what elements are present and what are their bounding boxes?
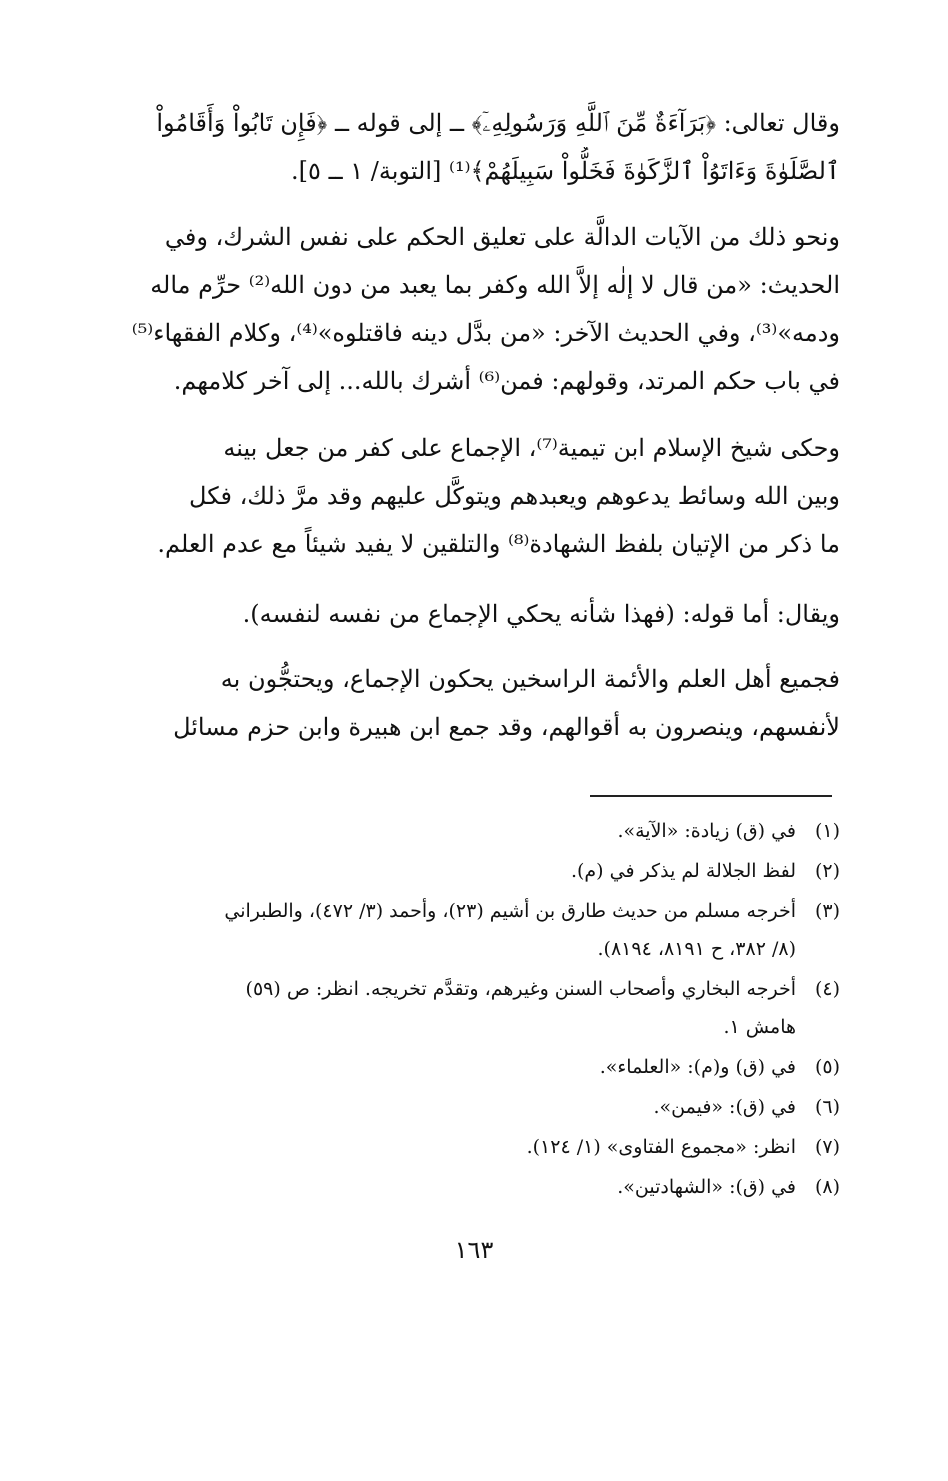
footnote-5: [112, 1048, 840, 1086]
text-line: الحديث: «من قال لا إلٰه إلاَّ الله وكفر بما يعبد من دون الله⁽²⁾ حرِّم ماله: [150, 271, 840, 299]
paragraph-3: [112, 424, 840, 568]
text-line: ما ذكر من الإتيان بلفظ الشهادة⁽⁸⁾ والتلقين لا يفيد شيئاً مع عدم العلم.: [157, 530, 840, 558]
footnote-number: (١): [814, 820, 840, 842]
text-line: في باب حكم المرتد، وقولهم: فمن⁽⁶⁾ أشرك بالله... إلى آخر كلامهم.: [173, 367, 840, 395]
page-number: ١٦٣: [454, 1236, 494, 1264]
text-line: ونحو ذلك من الآيات الدالَّة على تعليق الحكم على نفس الشرك، وفي: [164, 223, 840, 251]
footnote-number: (٥): [814, 1056, 840, 1078]
footnote-text: (٨/ ٣٨٢، ح ٨١٩١، ٨١٩٤).: [597, 938, 796, 960]
text-line: ٱلصَّلَوٰةَ وَءَاتَوُاْ ٱلزَّكَوٰةَ فَخَلُّواْ سَبِيلَهُمْ﴾⁽¹⁾ [التوبة/ ١ ــ ٥].: [291, 157, 840, 185]
footnote-text: لفظ الجلالة لم يذكر في (م).: [570, 860, 796, 882]
footnote-divider: [590, 795, 832, 797]
text-line: وحكى شيخ الإسلام ابن تيمية⁽⁷⁾، الإجماع على كفر من جعل بينه: [223, 434, 840, 462]
footnote-1: [112, 812, 840, 850]
paragraph-2: [112, 213, 840, 405]
footnote-3: [112, 892, 840, 968]
footnote-number: (٤): [814, 978, 840, 1000]
footnote-number: (٦): [814, 1096, 840, 1118]
footnote-number: (٢): [814, 860, 840, 882]
paragraph-5: [112, 655, 840, 751]
footnote-2: [112, 852, 840, 890]
footnote-text: أخرجه البخاري وأصحاب السنن وغيرهم، وتقدَّم تخريجه. انظر: ص (٥٩): [245, 978, 796, 1000]
paragraph-1: [112, 99, 840, 195]
footnote-text: هامش ١.: [723, 1016, 796, 1038]
footnote-text: في (ق) زيادة: «الآية».: [617, 820, 796, 842]
footnote-text: أخرجه مسلم من حديث طارق بن أشيم (٢٣)، وأحمد (٣/ ٤٧٢)، والطبراني: [224, 900, 796, 922]
text-line: وقال تعالى: ﴿بَرَآءَةٌ مِّنَ ٱللَّهِ وَرَسُولِهِۦٓ﴾ ــ إلى قوله ــ ﴿فَإِن تَابُواْ وَأَقَامُواْ: [156, 109, 840, 137]
paragraph-4: [112, 590, 840, 638]
footnote-text: انظر: «مجموع الفتاوى» (١/ ١٢٤).: [526, 1136, 796, 1158]
footnote-4: [112, 970, 840, 1046]
footnote-7: [112, 1128, 840, 1166]
text-line: فجميع أهل العلم والأئمة الراسخين يحكون الإجماع، ويحتجُّون به: [220, 665, 840, 693]
footnote-text: في (ق) و(م): «العلماء».: [599, 1056, 796, 1078]
footnote-text: في (ق): «الشهادتين».: [617, 1176, 796, 1198]
footnote-number: (٧): [814, 1136, 840, 1158]
text-line: لأنفسهم، وينصرون به أقوالهم، وقد جمع ابن هبيرة وابن حزم مسائل: [173, 713, 840, 741]
text-line: ويقال: أما قوله: (فهذا شأنه يحكي الإجماع من نفسه لنفسه).: [242, 600, 840, 628]
footnote-6: [112, 1088, 840, 1126]
footnote-number: (٨): [814, 1176, 840, 1198]
footnote-number: (٣): [814, 900, 840, 922]
text-line: وبين الله وسائط يدعوهم ويعبدهم ويتوكَّل عليهم وقد مرَّ ذلك، فكل: [189, 482, 840, 510]
footnote-text: في (ق): «فيمن».: [653, 1096, 796, 1118]
footnote-8: [112, 1168, 840, 1206]
text-line: ودمه»⁽³⁾، وفي الحديث الآخر: «من بدَّل دينه فاقتلوه»⁽⁴⁾، وكلام الفقهاء⁽⁵⁾: [131, 319, 840, 347]
